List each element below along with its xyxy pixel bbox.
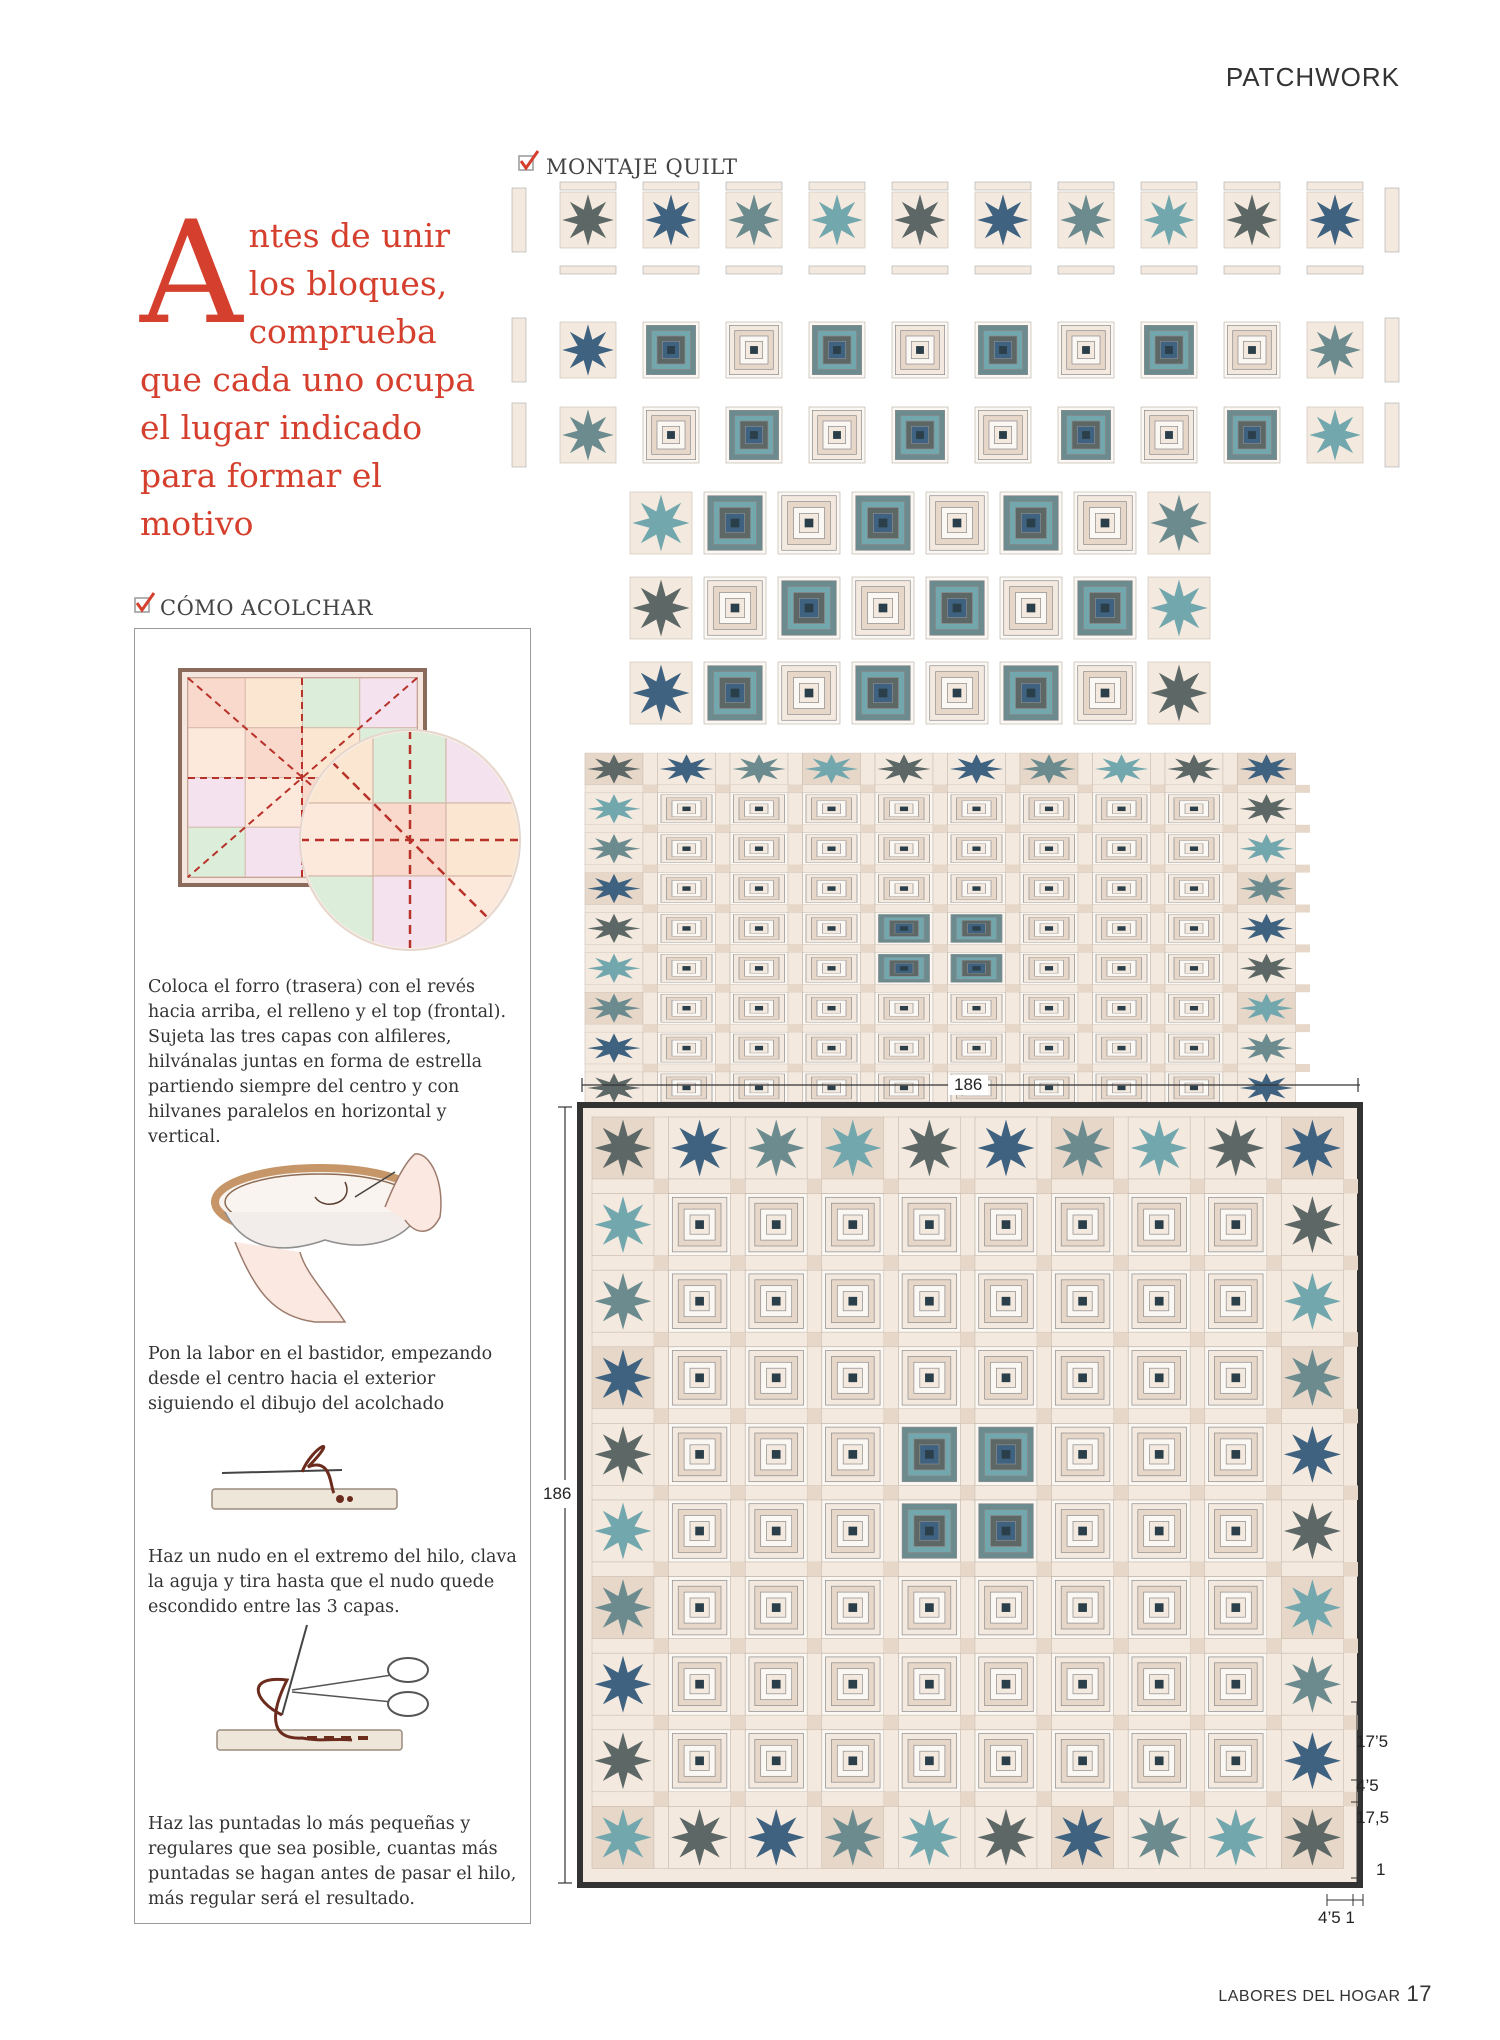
bottom-dimension-marks (1325, 1894, 1365, 1906)
dropcap: A (140, 191, 243, 356)
howto-title: CÓMO ACOLCHAR (160, 596, 373, 620)
step-2-text: Pon la labor en el bastidor, empezando desde el centro hacia el exterior siguiendo el dibujo del acolchado (148, 1344, 493, 1414)
assembly-title: MONTAJE QUILT (546, 155, 738, 179)
magazine-name: LABORES DEL HOGAR (1218, 1988, 1401, 2005)
basting-illustration (170, 650, 510, 950)
block-size-label-2: 17,5 (1356, 1808, 1390, 1827)
sash-size-label: 4’5 (1356, 1776, 1379, 1795)
height-label: 186 (543, 1480, 571, 1508)
intro-pullquote (140, 191, 480, 548)
check-icon (134, 592, 156, 614)
step-4-text: Haz las puntadas lo más pequeñas y regulares que sea posible, cuantas más puntadas se hagan antes de pasar el hilo, más regular será el resultado. (148, 1814, 517, 1909)
block-size-label: 17’5 (1356, 1732, 1389, 1751)
step-3-text: Haz un nudo en el extremo del hilo, clava la aguja y tira hasta que el nudo quede escondido entre las 3 capas. (148, 1547, 517, 1617)
page-number: 17 (1406, 1981, 1432, 2006)
width-label: 186 (948, 1075, 988, 1095)
binding-size-label: 1 (1376, 1860, 1386, 1879)
finished-quilt-diagram (580, 1105, 1365, 1895)
step-1-text: Coloca el forro (trasera) con el revés hacia arriba, el relleno y el top (frontal). Sujeta las tres capas con alfileres, hilvánalas juntas en forma de estrella partiendo siempre del centro y con hilvanes paralelos en horizontal y vertical. (148, 977, 507, 1147)
section-header: PATCHWORK (1225, 62, 1400, 92)
quilt-assembly-diagram (510, 192, 1400, 1037)
page-footer (1218, 1981, 1432, 2007)
hoop-illustration (205, 1142, 485, 1327)
intro-text: ntes de unir los bloques, comprueba que cada uno ocupa el lugar indicado para formar el motivo (140, 216, 476, 543)
knot-illustration (212, 1437, 412, 1517)
check-icon (518, 150, 540, 172)
bottom-size-label: 4’5 1 (1318, 1908, 1355, 1927)
stitch-illustration (212, 1620, 452, 1770)
